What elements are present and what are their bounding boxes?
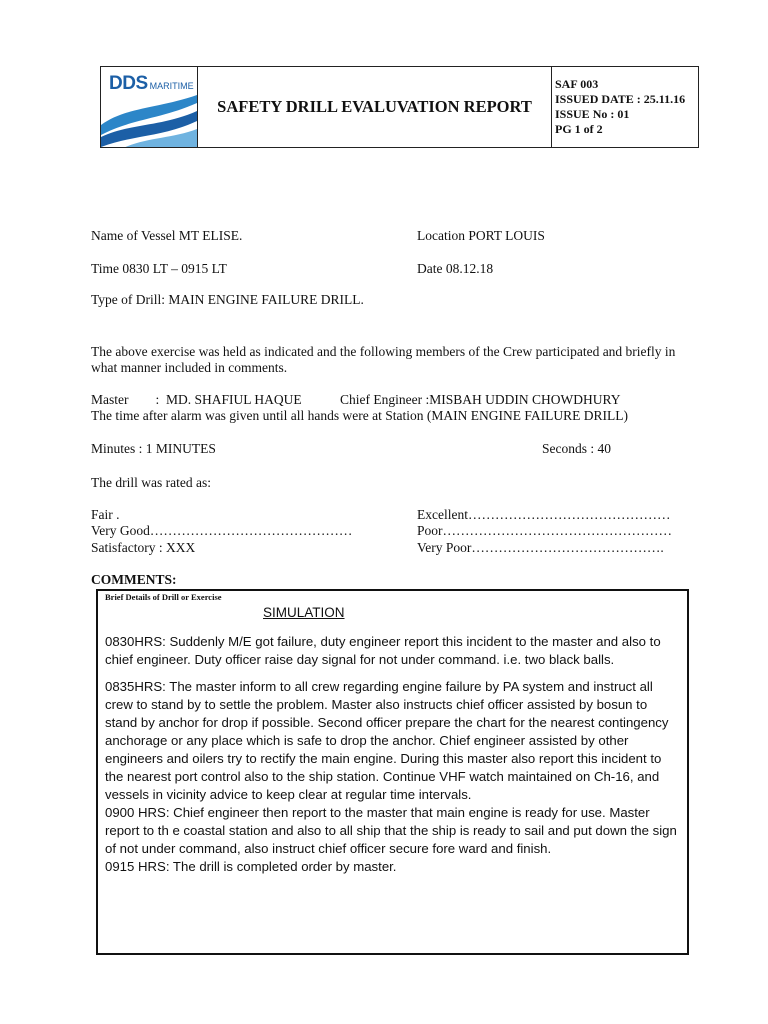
logo-wordmark: DDS MARITIME bbox=[109, 73, 194, 94]
intro-text-line-2: what manner included in comments. bbox=[91, 360, 288, 375]
seconds-value: Seconds : 40 bbox=[542, 441, 611, 456]
comments-body bbox=[105, 633, 683, 876]
location: Location PORT LOUIS bbox=[417, 228, 545, 243]
comment-paragraph: 0915 HRS: The drill is completed order by master. bbox=[105, 859, 397, 874]
page-number: PG 1 of 2 bbox=[555, 122, 603, 136]
document-header bbox=[100, 66, 699, 148]
issue-number: ISSUE No : 01 bbox=[555, 107, 630, 121]
vessel-name: Name of Vessel MT ELISE. bbox=[91, 228, 243, 243]
comments-box bbox=[96, 589, 689, 955]
master-name: Master : MD. SHAFIUL HAQUE bbox=[91, 392, 302, 407]
drill-date: Date 08.12.18 bbox=[417, 261, 494, 276]
report-title: SAFETY DRILL EVALUVATION REPORT bbox=[198, 67, 552, 147]
form-code: SAF 003 bbox=[555, 77, 599, 91]
comment-paragraph: 0830HRS: Suddenly M/E got failure, duty engineer report this incident to the master and also to chief engineer. Duty officer raise day signal for not under command. i.e. two black balls. bbox=[105, 634, 661, 667]
rating-fair: Fair . bbox=[91, 507, 120, 522]
comments-heading: SIMULATION bbox=[263, 605, 345, 620]
comments-caption: Brief Details of Drill or Exercise bbox=[105, 592, 222, 602]
comment-paragraph: 0835HRS: The master inform to all crew regarding engine failure by PA system and instruct all crew to stand by to settle the problem. Master also instructs chief officer assisted by bosun to stand by anchor for drop if possible. Second officer prepare the chart for the nearest contingency anchorage or any place which is safe to drop the anchor. Chief engineer assisted by other engineers and oilers try to rectify the main engine. During this master also report this incident to the nearest port control also to the ship station. Continue VHF watch maintained on Ch-16, and vessels in vicinity advice to keep clear at regular time intervals. bbox=[105, 679, 669, 802]
rating-intro: The drill was rated as: bbox=[91, 475, 211, 490]
document-meta bbox=[552, 67, 698, 147]
drill-time: Time 0830 LT – 0915 LT bbox=[91, 261, 227, 276]
rating-excellent: Excellent……………………………………… bbox=[417, 507, 671, 522]
minutes-value: Minutes : 1 MINUTES bbox=[91, 441, 216, 456]
rating-very-good: Very Good……………………………………… bbox=[91, 523, 353, 538]
comment-paragraph: 0900 HRS: Chief engineer then report to the master that main engine is ready for use. Master report to th e coastal station and also to all ship that the ship is ready to sail and put down the sign of not under command, also instruct chief officer secure fore ward and finish. bbox=[105, 805, 677, 856]
drill-type: Type of Drill: MAIN ENGINE FAILURE DRILL. bbox=[91, 292, 364, 307]
alarm-description: The time after alarm was given until all hands were at Station (MAIN ENGINE FAILURE DRILL) bbox=[91, 408, 628, 423]
comments-label: COMMENTS: bbox=[91, 572, 177, 587]
rating-poor: Poor…………………………………………… bbox=[417, 523, 673, 538]
chief-engineer-name: Chief Engineer :MISBAH UDDIN CHOWDHURY bbox=[340, 392, 621, 407]
issued-date: ISSUED DATE : 25.11.16 bbox=[555, 92, 686, 106]
rating-very-poor: Very Poor……………………………………. bbox=[417, 540, 664, 555]
intro-text-line-1: The above exercise was held as indicated and the following members of the Crew participated and briefly in bbox=[91, 344, 676, 359]
company-logo bbox=[101, 67, 198, 147]
rating-satisfactory: Satisfactory : XXX bbox=[91, 540, 196, 555]
